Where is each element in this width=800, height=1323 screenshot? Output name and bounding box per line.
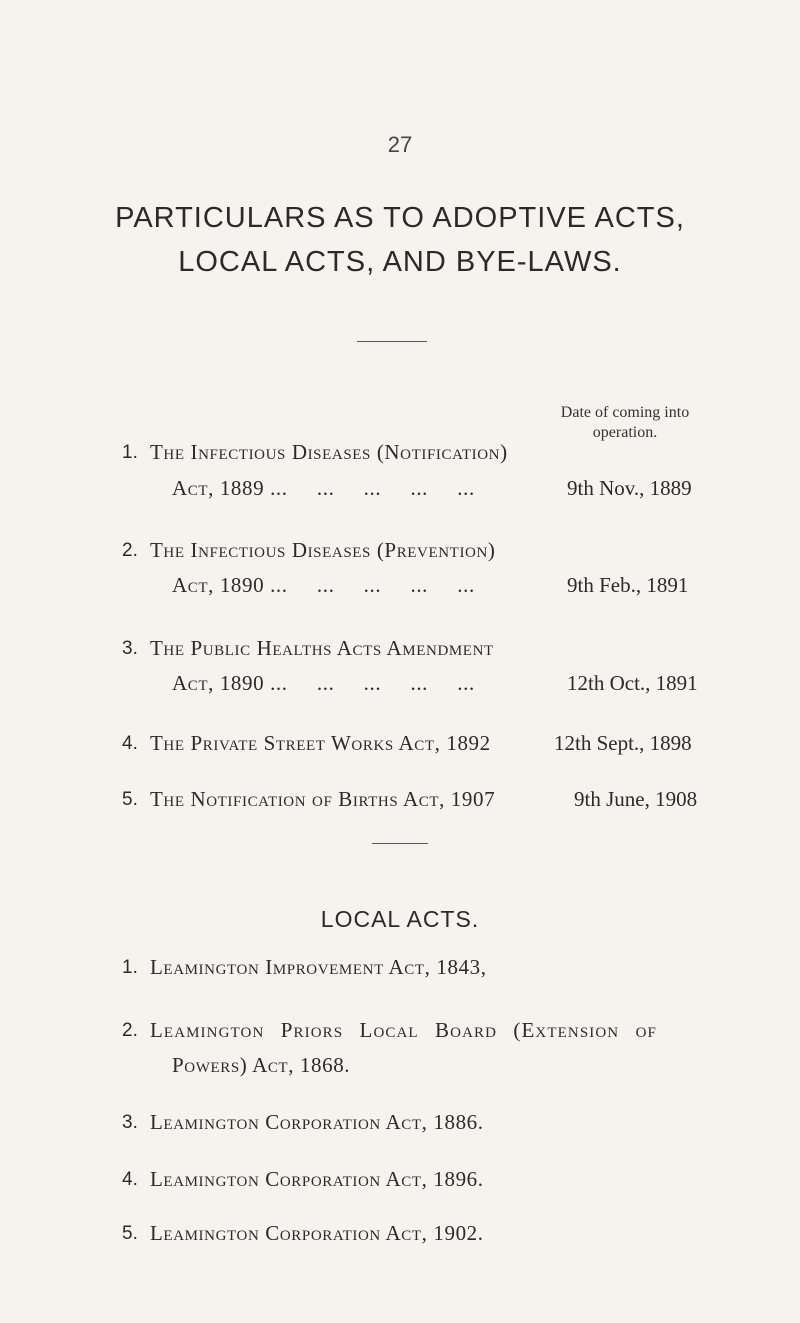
section-title: LOCAL ACTS. bbox=[320, 906, 480, 932]
date-column-header bbox=[520, 403, 730, 443]
act-name: Leamington Corporation Act, 1902. bbox=[150, 1221, 484, 1245]
act-name: The Infectious Diseases (Prevention) bbox=[150, 538, 496, 562]
item-number: 3. bbox=[122, 1112, 138, 1133]
item-number: 3. bbox=[122, 638, 138, 659]
operation-date: 12th Oct., 1891 bbox=[567, 671, 698, 695]
item-number: 4. bbox=[122, 733, 138, 754]
operation-date: 12th Sept., 1898 bbox=[554, 731, 692, 755]
divider-rule bbox=[357, 341, 427, 342]
act-name-continued: Powers) Act, 1868. bbox=[172, 1053, 351, 1077]
act-name-continued: Act, 1889 ... ... ... ... ... bbox=[172, 476, 475, 500]
item-number: 1. bbox=[122, 957, 138, 978]
act-name: Leamington Priors Local Board (Extension of bbox=[150, 1018, 657, 1042]
act-name: Leamington Corporation Act, 1886. bbox=[150, 1110, 484, 1134]
item-number: 1. bbox=[122, 442, 138, 463]
act-name: The Private Street Works Act, 1892 bbox=[150, 731, 491, 755]
item-number: 2. bbox=[122, 1020, 138, 1041]
item-number: 5. bbox=[122, 789, 138, 810]
item-number: 2. bbox=[122, 540, 138, 561]
page-number: 27 bbox=[387, 132, 413, 157]
operation-date: 9th Nov., 1889 bbox=[567, 476, 692, 500]
operation-date: 9th Feb., 1891 bbox=[567, 573, 689, 597]
title-line-1: PARTICULARS AS TO ADOPTIVE ACTS, bbox=[115, 202, 685, 234]
operation-date: 9th June, 1908 bbox=[574, 787, 698, 811]
act-name-continued: Act, 1890 ... ... ... ... ... bbox=[172, 671, 475, 695]
page-title bbox=[0, 196, 800, 284]
act-name-continued: Act, 1890 ... ... ... ... ... bbox=[172, 573, 475, 597]
divider-rule bbox=[372, 843, 428, 844]
date-header-line-2: operation. bbox=[592, 424, 658, 441]
act-name: The Public Healths Acts Amendment bbox=[150, 636, 494, 660]
act-name: Leamington Improvement Act, 1843, bbox=[150, 955, 487, 979]
title-line-2: LOCAL ACTS, AND BYE-LAWS. bbox=[178, 246, 622, 278]
act-name: Leamington Corporation Act, 1896. bbox=[150, 1167, 484, 1191]
act-name: The Infectious Diseases (Notification) bbox=[150, 440, 508, 464]
act-name: The Notification of Births Act, 1907 bbox=[150, 787, 496, 811]
item-number: 4. bbox=[122, 1169, 138, 1190]
date-header-line-1: Date of coming into bbox=[560, 404, 690, 421]
item-number: 5. bbox=[122, 1223, 138, 1244]
